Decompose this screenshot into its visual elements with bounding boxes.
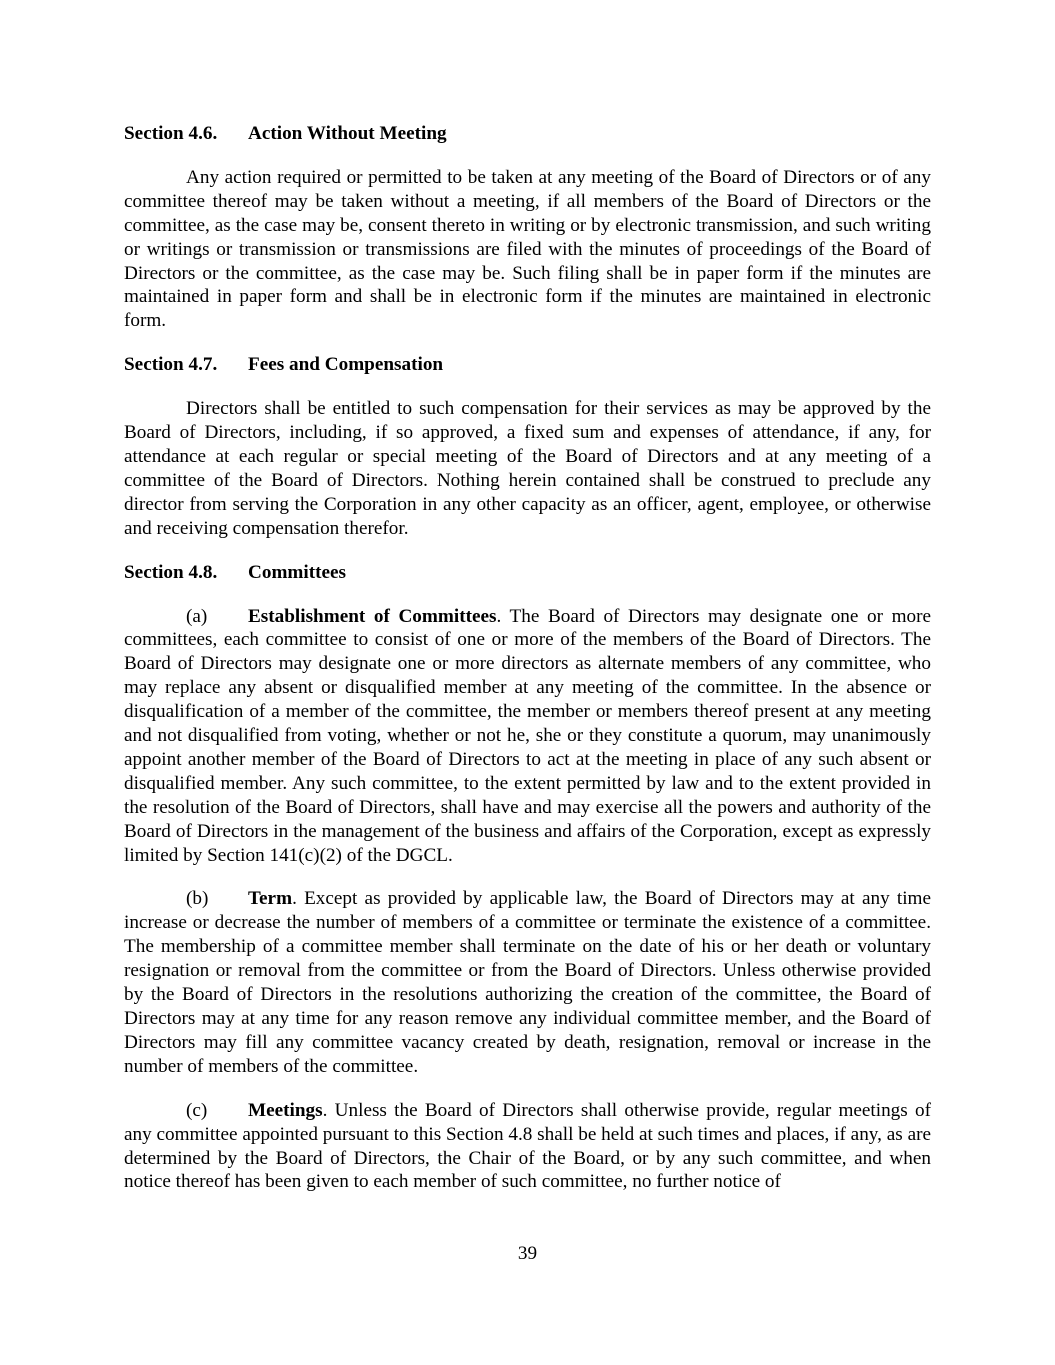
subsection-c [124,1099,931,1195]
section-4-6-body: Any action required or permitted to be taken at any meeting of the Board of Directors or of any committee thereof may be taken without a meeting, if all members of the Board of Directors or the committee, as the case may be, consent thereto in writing or by electronic transmission, and such writing or writings or transmission or transmissions are filed with the minutes of proceedings of the Board of Directors or the committee, as the case may be. Such filing shall be in paper form if the minutes are maintained in paper form and shall be in electronic form if the minutes are maintained in electronic form. [124,166,931,332]
section-4-8-number: Section 4.8. [124,561,218,583]
subsection-c-term: Meetings [248,1099,323,1121]
section-4-6-number: Section 4.6. [124,123,218,144]
subsection-b-text: . Except as provided by applicable law, the Board of Directors may at any time increase or decrease the number of members of a committee or terminate the existence of a committee. The membership of a committee member shall terminate on the date of his or her death or voluntary resignation or removal from the committee or from the Board of Directors. Unless otherwise provided by the Board of Directors in the resolutions authorizing the creation of the committee, the Board of Directors may at any time for any reason remove any individual committee member, and the Board of Directors may fill any committee vacancy created by death, resignation, removal or increase in the number of members of the committee. [124,888,931,1077]
subsection-a-label: (a) [186,605,208,627]
subsection-b-term: Term [248,888,293,910]
section-4-7-body: Directors shall be entitled to such compensation for their services as may be approved by the Board of Directors, including, if so approved, a fixed sum and expenses of attendance, if any, for attendance at each regular or special meeting of the Board of Directors and at any meeting of a committee of the Board of Directors. Nothing herein contained shall be construed to preclude any director from serving the Corporation in any other capacity as an officer, agent, employee, or otherwise and receiving compensation therefor. [124,398,931,539]
subsection-b [124,887,931,1078]
section-4-6-title: Action Without Meeting [248,123,447,144]
subsection-a-term: Establishment of Committees [248,605,497,627]
section-4-7-heading [124,353,931,377]
section-4-8-heading [124,561,931,585]
subsection-a [124,605,931,868]
subsection-c-text: . Unless the Board of Directors shall otherwise provide, regular meetings of any committee appointed pursuant to this Section 4.8 shall be held at such times and places, if any, as are determined by the Board of Directors, the Chair of the Board, or by any such committee, and when notice thereof has been given to each member of such committee, no further notice of [124,1099,931,1193]
page-number: 39 [517,1243,538,1264]
document-page [124,122,931,1194]
section-4-7-number: Section 4.7. [124,354,218,376]
section-4-6-heading [124,122,931,146]
subsection-b-label: (b) [186,888,209,910]
section-4-7-title: Fees and Compensation [248,354,444,376]
subsection-a-text: . The Board of Directors may designate one or more committees, each committee to consist of one or more of the members of the Board of Directors. The Board of Directors may designate one or more directors as alternate members of any committee, who may replace any absent or disqualified member at any meeting of the committee. In the absence or disqualification of a member of the committee, the member or members thereof present at any meeting and not disqualified from voting, whether or not he, she or they constitute a quorum, may unanimously appoint another member of the Board of Directors to act at the meeting in place of any such absent or disqualified member. Any such committee, to the extent permitted by law and to the extent provided in the resolution of the Board of Directors, shall have and may exercise all the powers and authority of the Board of Directors in the management of the business and affairs of the Corporation, except as expressly limited by Section 141(c)(2) of the DGCL. [124,605,931,866]
section-4-8-title: Committees [248,561,347,583]
subsection-c-label: (c) [186,1099,208,1121]
